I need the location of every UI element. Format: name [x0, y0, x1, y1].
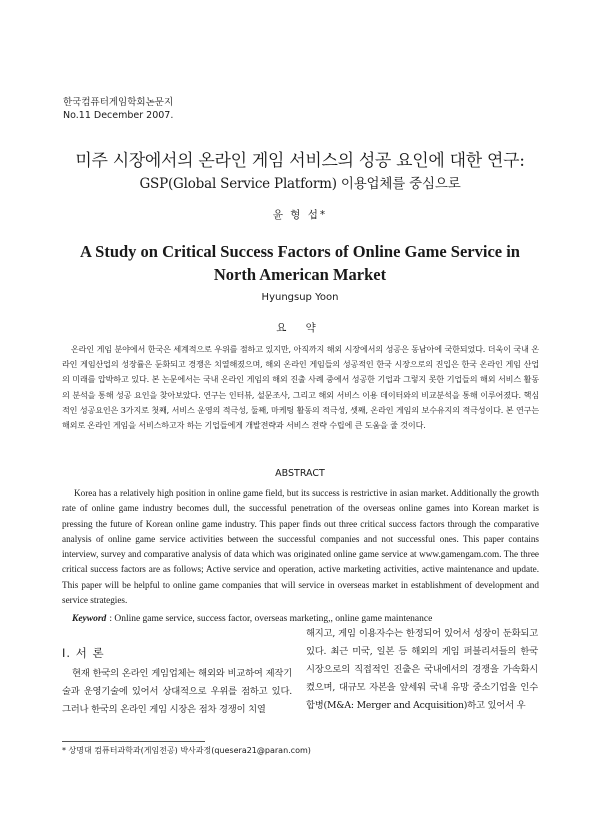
- journal-issue: No.11 December 2007.: [63, 110, 174, 121]
- footnote: * 상명대 컴퓨터과학과(게임전공) 박사과정(quesera21@paran.com): [62, 746, 311, 755]
- english-abstract-heading: ABSTRACT: [275, 468, 325, 479]
- english-author: Hyungsup Yoon: [261, 292, 339, 303]
- keywords-line: [72, 614, 432, 624]
- journal-name: 한국컴퓨터게임학회논문지: [63, 97, 174, 108]
- keywords-label: Keyword: [72, 614, 107, 624]
- footnote-rule: [62, 741, 205, 742]
- korean-subtitle: GSP(Global Service Platform) 이용업체를 중심으로: [139, 176, 461, 192]
- journal-header: [63, 96, 173, 122]
- keywords-text: : Online game service, success factor, overseas marketing,, online game maintenance: [109, 614, 433, 624]
- english-abstract: Korea has a relatively high position in online game field, but its success is restrictive in asian market. Additionally the growth rate of online game industry becomes dull, the successful penetration of the overseas online games into Korean market is pressing the future of Korean online game industry. This paper finds out three critical success factors through the comparative analysis of online game service activities between the successful companies and not successful ones. This paper contains interview, survey and comparative analysis of data which was originated online game service at www.gamengam.com. The three critical success factors are as follows; Active service and operation, active marketing activities, active maintenance and update. This paper will be helpful to online game companies that will service in overseas market in establishment of development and service strategies.: [62, 488, 539, 606]
- body-right-column: 해지고, 게임 이용자수는 한정되어 있어서 성장이 둔화되고 있다. 최근 미국, 일본 등 해외의 게임 퍼블리셔들의 한국 시장으로의 직접적인 진출은 국내에서의 경쟁을 가속화시켰으며, 대규모 자본을 앞세워 국내 유망 중소기업을 인수합병(M&A: Merger and Acquisition)하고 있어서 우: [306, 628, 538, 711]
- korean-author: 윤 형 섭*: [272, 209, 328, 221]
- korean-abstract: 온라인 게임 분야에서 한국은 세계적으로 우위를 점하고 있지만, 아직까지 해외 시장에서의 성공은 동남아에 국한되었다. 더욱이 국내 온라인 게임산업의 성장률은 둔화되고 경쟁은 치열해졌으며, 해외 온라인 게임들의 성공적인 한국 시장으로의 진입은 한국 온라인 게임 산업의 미래를 압박하고 있다. 본 논문에서는 국내 온라인 게임의 해외 진출 사례 중에서 성공한 기업과 그렇지 못한 기업들의 해외 서비스 활동의 분석을 통해 성공 요인을 찾아보았다. 연구는 인터뷰, 설문조사, 그리고 해외 서비스 이용 데이터와의 비교분석을 통해 이루어졌다. 핵심적인 성공요인은 3가지로 첫째, 서비스 운영의 적극성, 둘째, 마케팅 활동의 적극성, 셋째, 온라인 게임의 보수유지의 적극성이다. 본 연구는 해외로 온라인 게임을 서비스하고자 하는 기업들에게 개발전략과 서비스 전략 수립에 큰 도움을 줄 것이다.: [62, 344, 539, 431]
- korean-abstract-heading: 요 약: [276, 322, 324, 334]
- korean-title: 미주 시장에서의 온라인 게임 서비스의 성공 요인에 대한 연구:: [75, 151, 525, 171]
- section-heading: Ⅰ. 서 론: [62, 646, 105, 660]
- body-left-column: 현재 한국의 온라인 게임업체는 해외와 비교하여 제작기술과 운영기술에 있어서 상대적으로 우위를 점하고 있다. 그러나 한국의 온라인 게임 시장은 점차 경쟁이 치열: [62, 668, 292, 715]
- english-title: A Study on Critical Success Factors of Online Game Service in North American Market: [80, 242, 520, 284]
